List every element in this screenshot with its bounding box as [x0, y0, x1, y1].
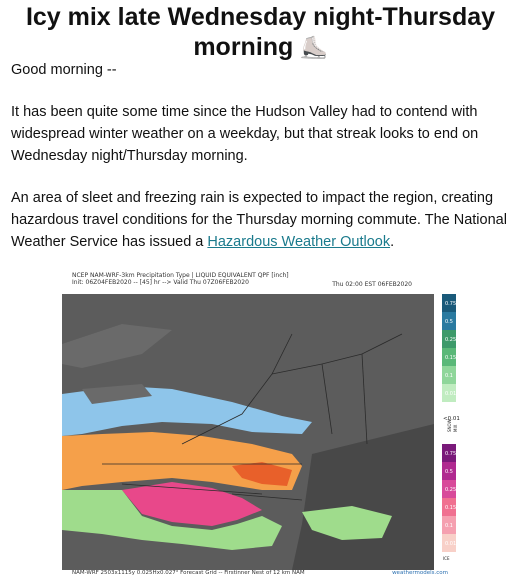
- legend-snow-label: SNOW: [447, 419, 452, 432]
- forecast-map: [62, 272, 464, 578]
- paragraph-outlook-end: .: [390, 234, 395, 250]
- map-footer-left: NAM-WRF 2503x1115y 0.025Hx0.027° Forecast Grid -- Firstinner Nest of 12 km NAM: [72, 570, 305, 576]
- legend-mix-4: 0.1: [445, 523, 453, 529]
- article-title-text: Icy mix late Wednesday night-Thursday morning: [25, 3, 496, 61]
- legend-mix-5: 0.01: [445, 541, 457, 547]
- map-footer-credit[interactable]: weathermodels.com: [392, 570, 448, 576]
- legend-mix-3: 0.15: [445, 505, 457, 511]
- ice-skate-icon: ⛸️: [300, 35, 328, 60]
- map-header-valid: Thu 02:00 EST 06FEB2020: [332, 281, 412, 288]
- map-footer: [72, 570, 452, 578]
- paragraph-outlook: [11, 187, 511, 253]
- legend-threshold: <0.01: [443, 416, 460, 422]
- legend-rain-3: 0.15: [445, 355, 457, 361]
- greeting: Good morning --: [11, 62, 117, 78]
- legend-rain-5: 0.01: [445, 391, 457, 397]
- map-header-line2: Init: 06Z04FEB2020 -- [45] hr --> Valid Thu 07Z06FEB2020: [72, 279, 249, 286]
- legend-mix-0: 0.75: [445, 451, 457, 457]
- hazardous-weather-outlook-link[interactable]: Hazardous Weather Outlook: [207, 234, 391, 250]
- legend-rain-0: 0.75: [445, 301, 457, 307]
- article-title: [0, 0, 521, 63]
- legend-rain-1: 0.5: [445, 319, 453, 325]
- legend-rain-4: 0.1: [445, 373, 453, 379]
- legend-mix-label: MIX: [453, 424, 458, 432]
- map-header-line1: NCEP NAM-WRF-3km Precipitation Type | LIQUID EQUIVALENT QPF [inch]: [72, 272, 289, 279]
- legend-mix-1: 0.5: [445, 469, 453, 475]
- legend-rain-2: 0.25: [445, 337, 457, 343]
- legend-mix-2: 0.25: [445, 487, 457, 493]
- map-header: [72, 272, 452, 294]
- legend-ice-label: ICE: [443, 556, 450, 561]
- paragraph-intro: It has been quite some time since the Hudson Valley had to contend with widespread winter weather on a weekday, but that streak looks to end on Wednesday night/Thursday morning.: [11, 104, 479, 164]
- precipitation-map: [62, 294, 464, 570]
- paragraph-outlook-text: An area of sleet and freezing rain is expected to impact the region, creating hazardous travel conditions for the Thursday morning commute. The National Weather Service has issued a: [11, 190, 507, 250]
